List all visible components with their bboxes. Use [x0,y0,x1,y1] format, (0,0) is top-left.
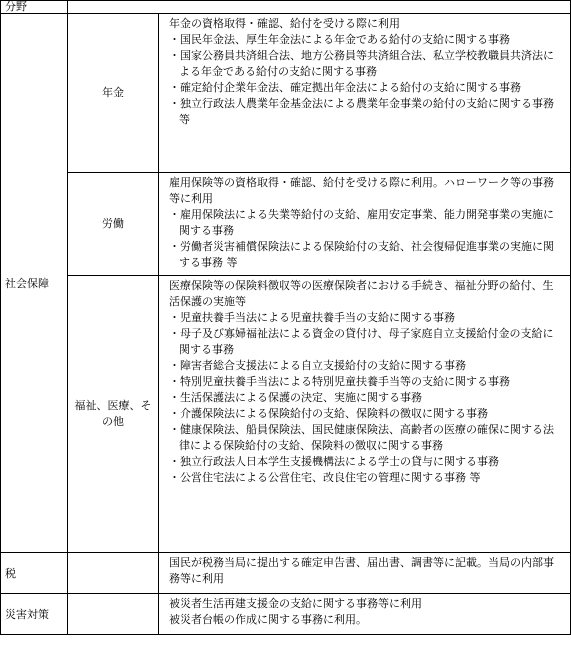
row-pension [1,14,571,173]
tax-subcategory-blank [68,553,159,594]
disaster-subcategory-blank [68,594,159,635]
list-item: ・国民年金法、厚生年金法による年金である給付の支給に関する事務 [169,33,510,46]
category-tax: 税 [1,553,68,594]
subcategory-labor: 労働 [68,173,159,276]
disaster-description [159,594,571,635]
row-welfare [1,276,571,553]
header-field: 分野 [1,1,68,14]
list-item: ・公営住宅法による公営住宅、改良住宅の管理に関する事務 等 [169,471,481,484]
header-blank [68,1,571,14]
category-disaster: 災害対策 [1,594,68,635]
list-item: ・確定給付企業年金法、確定拠出年金法による給付の支給に関する事務 [169,81,521,94]
list-item: ・独立行政法人日本学生支援機構法による学士の貸与に関する事務 [169,455,499,468]
disaster-line: 被災者台帳の作成に関する事務に利用。 [169,613,367,626]
tax-intro: 国民が税務当局に提出する確定申告書、届出書、調書等に記載。当局の内部事務等に利用 [169,556,554,585]
welfare-intro: 医療保険等の保険料徴収等の医療保険者における手続き、福祉分野の給付、生活保護の実施等 [169,279,554,308]
list-item: ・特別児童扶養手当法による特別児童扶養手当等の支給に関する事務 [169,375,510,388]
pension-intro: 年金の資格取得・確認、給付を受ける際に利用 [169,17,400,30]
category-social-security: 社会保障 [1,14,68,553]
list-item: ・独立行政法人農業年金基金法による農業年金事業の給付の支給に関する事務 等 [169,97,554,126]
welfare-description [159,276,571,553]
list-item: ・介護保険法による保険給付の支給、保険料の徴収に関する事務 [169,407,488,420]
list-item: ・国家公務員共済組合法、地方公務員等共済組合法、私立学校教職員共済法による年金である給付の支給に関する事務 [169,49,554,78]
disaster-line: 被災者生活再建支援金の支給に関する事務等に利用 [169,597,422,610]
list-item: ・障害者総合支援法による自立支援給付の支給に関する事務 [169,359,466,372]
row-disaster [1,594,571,635]
labor-description [159,173,571,276]
list-item: ・生活保護法による保護の決定、実施に関する事務 [169,391,422,404]
list-item: ・児童扶養手当法による児童扶養手当の支給に関する事務 [169,311,455,324]
list-item: ・雇用保険法による失業等給付の支給、雇用安定事業、能力開発事業の実施に関する事務 [169,208,554,237]
labor-intro: 雇用保険等の資格取得・確認、給付を受ける際に利用。ハローワーク等の事務等に利用 [169,176,554,205]
row-tax [1,553,571,594]
subcategory-welfare: 福祉、医療、その他 [68,276,159,553]
subcategory-pension: 年金 [68,14,159,173]
row-labor [1,173,571,276]
list-item: ・母子及び寡婦福祉法による資金の貸付け、母子家庭自立支援給付金の支給に関する事務 [169,327,554,356]
header-row [1,1,571,14]
list-item: ・労働者災害補償保険法による保険給付の支給、社会復帰促進事業の実施に関する事務 等 [169,240,554,269]
list-item: ・健康保険法、船員保険法、国民健康保険法、高齢者の医療の確保に関する法律による保険給付の支給、保険料の徴収に関する事務 [169,423,554,452]
pension-description [159,14,571,173]
tax-description [159,553,571,594]
